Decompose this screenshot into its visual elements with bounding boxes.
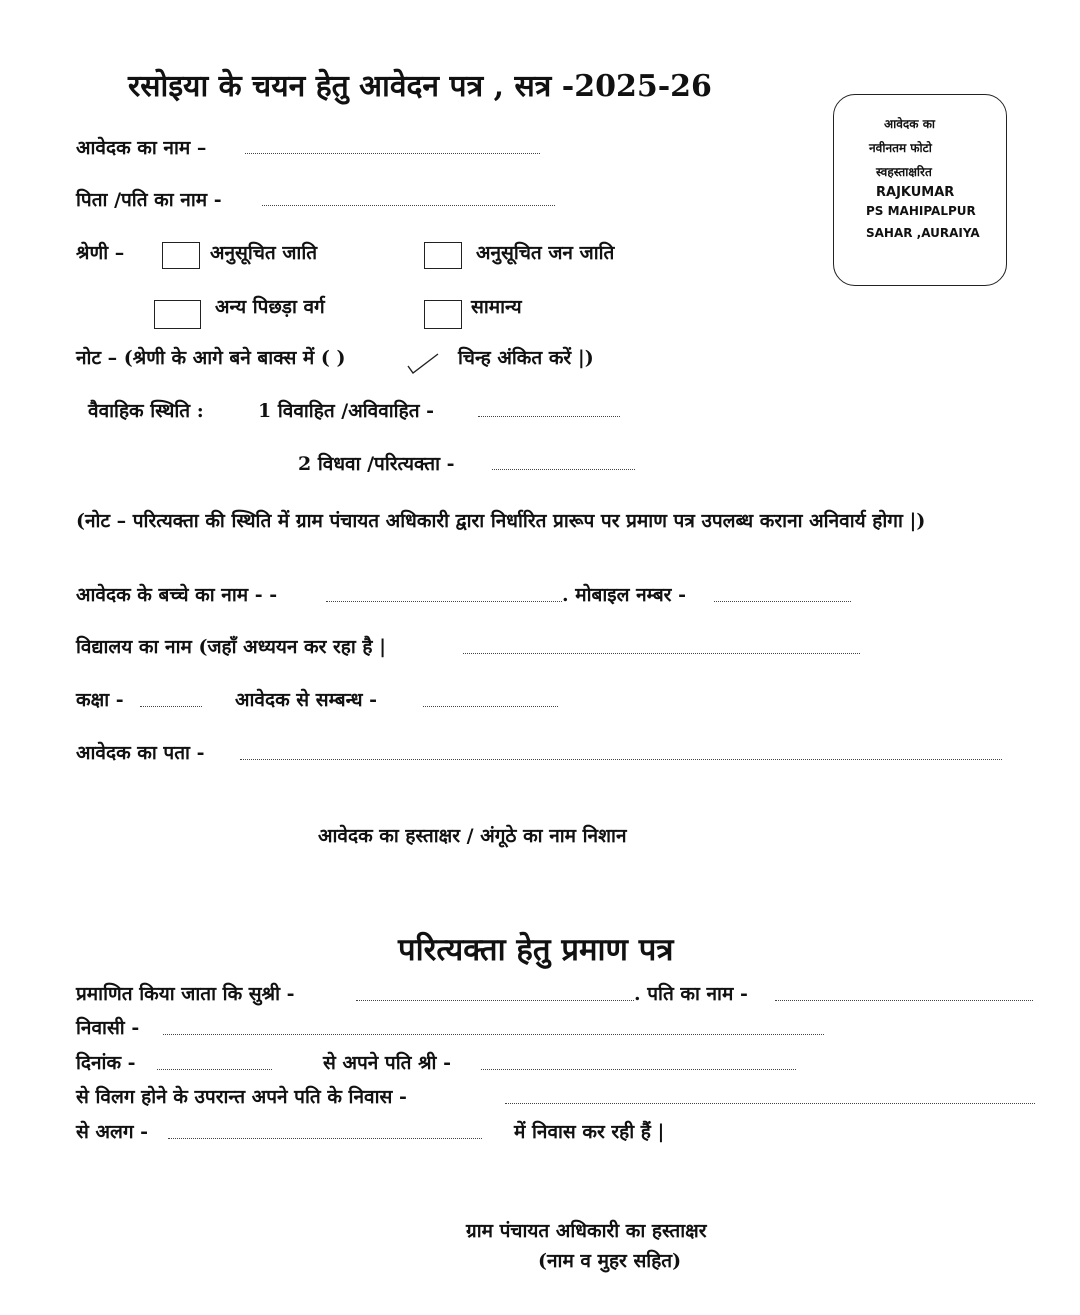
category-sc-label: अनुसूचित जाति <box>210 242 318 264</box>
husband-name-label: . पति का नाम - <box>634 983 748 1005</box>
from-husband-label: से अपने पति श्री - <box>323 1052 451 1074</box>
relation-field[interactable] <box>423 706 558 707</box>
photo-box <box>833 94 1007 286</box>
category-st-label: अनुसूचित जन जाति <box>476 242 615 264</box>
photo-box-line: RAJKUMAR <box>876 185 955 200</box>
applicant-name-label: आवेदक का नाम – <box>76 137 207 159</box>
child-name-label: आवेदक के बच्चे का नाम - - <box>76 584 278 606</box>
mobile-label: . मोबाइल नम्बर - <box>562 584 686 606</box>
checkbox-st[interactable] <box>424 242 462 269</box>
tick-note-text-end: चिन्ह अंकित करें |) <box>458 347 594 369</box>
officer-signature-note: (नाम व मुहर सहित) <box>538 1250 682 1272</box>
resident-label: निवासी - <box>76 1017 140 1039</box>
form-title: रसोइया के चयन हेतु आवेदन पत्र , सत्र -2025-26 <box>128 69 712 104</box>
class-label: कक्षा - <box>76 689 124 711</box>
photo-box-line: नवीनतम फोटो <box>869 141 932 155</box>
applicant-signature-label: आवेदक का हस्ताक्षर / अंगूठे का नाम निशान <box>318 825 627 847</box>
photo-box-line: PS MAHIPALPUR <box>866 204 976 218</box>
apart-field[interactable] <box>168 1138 482 1139</box>
category-label: श्रेणी – <box>76 242 125 264</box>
photo-box-line: आवेदक का <box>884 117 936 131</box>
marital-option-married: 1 विवाहित /अविवाहित - <box>258 400 435 422</box>
resident-field[interactable] <box>163 1034 824 1035</box>
class-field[interactable] <box>140 706 202 707</box>
address-label: आवेदक का पता - <box>76 742 205 764</box>
marital-status-label: वैवाहिक स्थिति : <box>88 400 204 422</box>
father-husband-label: पिता /पति का नाम - <box>76 189 222 211</box>
tick-mark-icon <box>405 350 441 376</box>
abandoned-note: (नोट – परित्यक्ता की स्थिति में ग्राम पंचायत अधिकारी द्वारा निर्धारित प्रारूप पर प्रमाण पत्र उपलब्ध कराना अनिवार्य होगा |) <box>76 510 926 532</box>
husband-name-field[interactable] <box>775 1000 1033 1001</box>
marital-married-field[interactable] <box>478 416 620 417</box>
certify-label: प्रमाणित किया जाता कि सुश्री - <box>76 983 295 1005</box>
applicant-name-field[interactable] <box>245 153 540 154</box>
child-name-field[interactable] <box>326 601 562 602</box>
separated-field[interactable] <box>505 1103 1035 1104</box>
residing-label: में निवास कर रही हैं | <box>514 1121 665 1143</box>
school-field[interactable] <box>463 653 860 654</box>
date-label: दिनांक - <box>76 1052 136 1074</box>
school-label: विद्यालय का नाम (जहाँ अध्ययन कर रहा है | <box>76 636 387 658</box>
checkbox-sc[interactable] <box>162 242 200 269</box>
photo-box-line: SAHAR ,AURAIYA <box>866 226 980 240</box>
certificate-title: परित्यक्ता हेतु प्रमाण पत्र <box>398 932 674 968</box>
photo-box-line: स्वहस्ताक्षरित <box>876 165 932 179</box>
from-husband-field[interactable] <box>481 1069 796 1070</box>
category-general-label: सामान्य <box>471 296 522 318</box>
marital-widow-field[interactable] <box>492 469 635 470</box>
officer-signature-label: ग्राम पंचायत अधिकारी का हस्ताक्षर <box>466 1220 707 1242</box>
marital-option-widow: 2 विधवा /परित्यक्ता - <box>298 453 455 475</box>
relation-label: आवेदक से सम्बन्ध - <box>235 689 378 711</box>
category-obc-label: अन्य पिछड़ा वर्ग <box>215 296 325 318</box>
checkbox-obc[interactable] <box>154 300 201 329</box>
separated-label: से विलग होने के उपरान्त अपने पति के निवास - <box>76 1086 407 1108</box>
date-field[interactable] <box>157 1069 272 1070</box>
mobile-field[interactable] <box>714 601 851 602</box>
tick-note-text: नोट – (श्रेणी के आगे बने बाक्स में ( ) <box>76 347 346 369</box>
checkbox-general[interactable] <box>424 300 462 329</box>
address-field[interactable] <box>240 759 1002 760</box>
apart-label: से अलग - <box>76 1121 149 1143</box>
certify-name-field[interactable] <box>356 1000 634 1001</box>
father-husband-field[interactable] <box>262 205 555 206</box>
